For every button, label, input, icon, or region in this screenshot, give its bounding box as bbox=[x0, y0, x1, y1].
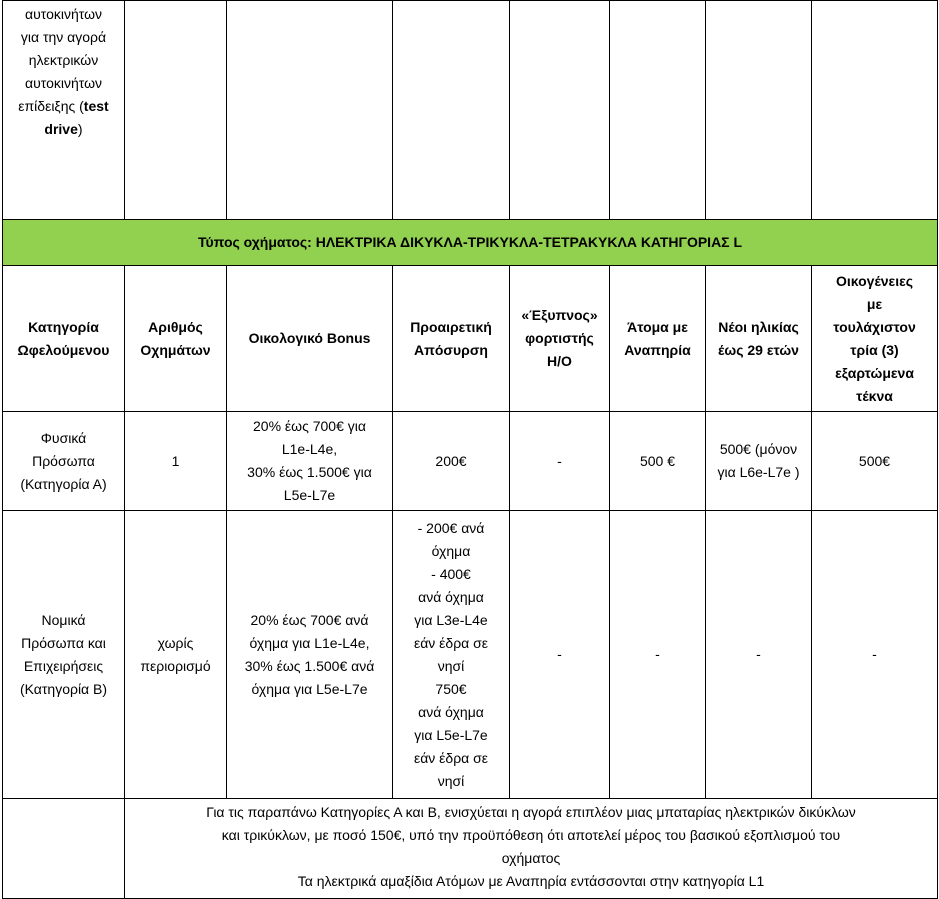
header-bonus: Οικολογικό Bonus bbox=[227, 266, 393, 412]
top-row bbox=[3, 1, 938, 220]
header-families: Οικογένειες με τουλάχιστον τρία (3) εξαρτώμενα τέκνα bbox=[812, 266, 938, 412]
row-a-beneficiary: Φυσικά Πρόσωπα (Κατηγορία Α) bbox=[3, 412, 125, 511]
row-a-bonus: 20% έως 700€ για L1e-L4e, 30% έως 1.500€ για L5e-L7e bbox=[227, 412, 393, 511]
row-b-young: - bbox=[706, 511, 812, 799]
empty-cell bbox=[3, 799, 125, 899]
empty-cell bbox=[227, 1, 393, 220]
row-b-bonus: 20% έως 700€ ανά όχημα για L1e-L4e, 30% έως 1.500€ ανά όχημα για L5e-L7e bbox=[227, 511, 393, 799]
empty-cell bbox=[812, 1, 938, 220]
table-row bbox=[3, 511, 938, 799]
row-a-families: 500€ bbox=[812, 412, 938, 511]
empty-cell bbox=[510, 1, 610, 220]
empty-cell bbox=[125, 1, 227, 220]
row-b-vehicles: χωρίς περιορισμό bbox=[125, 511, 227, 799]
header-charger: «Έξυπνος» φορτιστής Η/Ο bbox=[510, 266, 610, 412]
subsidy-table bbox=[2, 0, 938, 899]
table-row bbox=[3, 412, 938, 511]
header-young: Νέοι ηλικίας έως 29 ετών bbox=[706, 266, 812, 412]
header-disabled: Άτομα με Αναπηρία bbox=[610, 266, 706, 412]
row-b-charger: - bbox=[510, 511, 610, 799]
row-b-families: - bbox=[812, 511, 938, 799]
row-a-charger: - bbox=[510, 412, 610, 511]
footer-note: Για τις παραπάνω Κατηγορίες Α και Β, ενισχύεται η αγορά επιπλέον μιας μπαταρίας ηλεκτρικών δικύκλων και τρικύκλων, με ποσό 150€, υπό την προϋπόθεση ότι αποτελεί μέρος του βασικού εξοπλισμού του οχήματος Τα ηλεκτρικά αμαξίδια Ατόμων με Αναπηρία εντάσσονται στην κατηγορία L1 bbox=[125, 799, 938, 899]
row-a-vehicles: 1 bbox=[125, 412, 227, 511]
empty-cell bbox=[393, 1, 510, 220]
row-a-young: 500€ (μόνον για L6e-L7e ) bbox=[706, 412, 812, 511]
header-withdrawal: Προαιρετική Απόσυρση bbox=[393, 266, 510, 412]
empty-cell bbox=[706, 1, 812, 220]
footer-row bbox=[3, 799, 938, 899]
row-b-beneficiary: Νομικά Πρόσωπα και Επιχειρήσεις (Κατηγορία Β) bbox=[3, 511, 125, 799]
row-a-disabled: 500 € bbox=[610, 412, 706, 511]
row-b-withdrawal: - 200€ ανά όχημα - 400€ ανά όχημα για L3e-L4e εάν έδρα σε νησί 750€ ανά όχημα για L5e-L7e εάν έδρα σε νησί bbox=[393, 511, 510, 799]
row-a-withdrawal: 200€ bbox=[393, 412, 510, 511]
row-b-disabled: - bbox=[610, 511, 706, 799]
header-beneficiary: Κατηγορία Ωφελούμενου bbox=[3, 266, 125, 412]
vehicle-type-banner: Τύπος οχήματος: ΗΛΕΚΤΡΙΚΑ ΔΙΚΥΚΛΑ-ΤΡΙΚΥΚΛΑ-ΤΕΤΡΑΚΥΚΛΑ ΚΑΤΗΓΟΡΙΑΣ L bbox=[3, 220, 938, 266]
header-vehicles: Αριθμός Οχημάτων bbox=[125, 266, 227, 412]
empty-cell bbox=[610, 1, 706, 220]
header-row bbox=[3, 266, 938, 412]
test-drive-cell: αυτοκινήτων για την αγορά ηλεκτρικών αυτοκινήτων επίδειξης (test drive) bbox=[3, 1, 125, 220]
